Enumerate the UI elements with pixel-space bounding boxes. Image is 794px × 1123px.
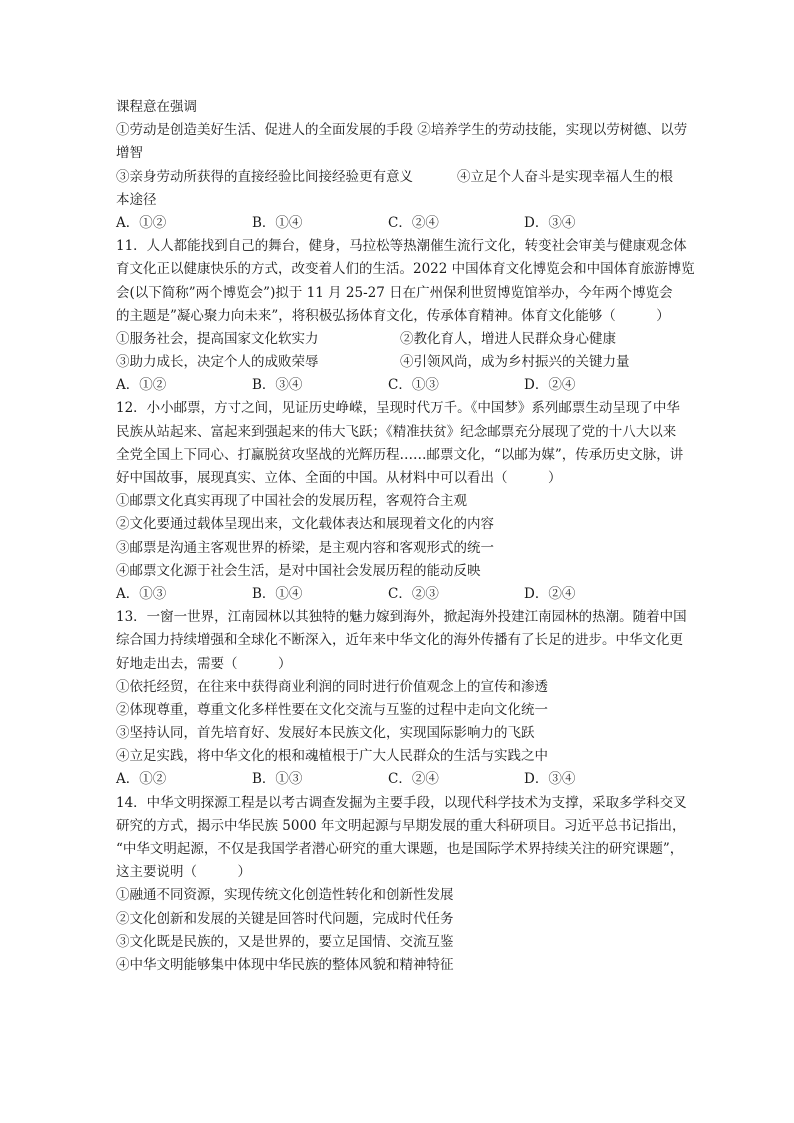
- q13-statement-2: ②体现尊重，尊重文化多样性要在文化交流与互鉴的过程中走向文化统一: [116, 701, 548, 718]
- q11-stem-line-1: 11．人人都能找到自己的舞台，健身，马拉松等热潮催生流行文化，转变社会审美与健康观念体: [116, 238, 687, 255]
- q13-options: [116, 768, 706, 791]
- q11-statement-2: ②教化育人，增进人民群众身心健康: [400, 330, 616, 347]
- q10-option-d[interactable]: D．③④: [524, 214, 576, 231]
- q11-statement-1: ①服务社会，提高国家文化软实力: [116, 330, 319, 347]
- q14-statement-1: ①融通不同资源，实现传统文化创造性转化和创新性发展: [116, 887, 454, 904]
- q12-stem-line-3: 全党全国上下同心、打赢脱贫攻坚战的光辉历程……邮票文化，“以邮为媒”，传承历史文脉，讲: [116, 446, 684, 463]
- q13-option-c[interactable]: C．②④: [388, 771, 439, 788]
- q11-option-a[interactable]: A．①②: [116, 377, 167, 394]
- q13-stem-line-3: 好地走出去，需要（ ）: [116, 655, 292, 672]
- q14-stem-line-1: 14．中华文明探源工程是以考古调查发掘为主要手段，以现代科学技术为支撑，采取多学科交叉: [116, 794, 687, 811]
- q12-options: [116, 583, 706, 606]
- q11-stem-line-4: 的主题是”凝心聚力向未来”，将积极弘扬体育文化，传承体育精神。体育文化能够（ ）: [116, 307, 670, 324]
- q13-statement-4: ④立足实践，将中华文化的根和魂植根于广大人民群众的生活与实践之中: [116, 748, 548, 765]
- q11-statements-1-2: [116, 328, 706, 351]
- q10-options: [116, 212, 706, 235]
- q11-options: [116, 374, 706, 397]
- q12-option-a[interactable]: A．①③: [116, 585, 167, 602]
- q11-statements-3-4: [116, 351, 706, 374]
- q13-stem-line-2: 综合国力持续增强和全球化不断深入，近年来中华文化的海外传播有了长足的进步。中华文化更: [116, 632, 683, 649]
- q10-option-c[interactable]: C．②④: [388, 214, 439, 231]
- q12-option-d[interactable]: D．②④: [524, 585, 576, 602]
- q14-stem-line-2: 研究的方式，揭示中华民族 5000 年文明起源与早期发展的重大科研项目。习近平总书记指出，: [116, 817, 686, 834]
- exam-page: [116, 96, 706, 977]
- q10-statement-4-cont: 本途径: [116, 191, 157, 208]
- q11-option-d[interactable]: D．②④: [524, 377, 576, 394]
- q10-statement-3: ③亲身劳动所获得的直接经验比间接经验更有意义: [116, 168, 413, 185]
- q12-statement-1: ①邮票文化真实再现了中国社会的发展历程，客观符合主观: [116, 493, 467, 510]
- q14-statement-2: ②文化创新和发展的关键是回答时代问题，完成时代任务: [116, 910, 454, 927]
- q12-stem-line-4: 好中国故事，展现真实、立体、全面的中国。从材料中可以看出（ ）: [116, 470, 562, 486]
- q13-statement-1: ①依托经贸，在往来中获得商业利润的同时进行价值观念上的宣传和渗透: [116, 678, 548, 695]
- q12-stem-line-2: 民族从站起来、富起来到强起来的伟大飞跃；《精准扶贫》纪念邮票充分展现了党的十八大以来: [116, 423, 677, 440]
- q12-statement-3: ③邮票是沟通主客观世界的桥梁，是主观内容和客观形式的统一: [116, 539, 494, 556]
- q10-statement-4: ④立足个人奋斗是实现幸福人生的根: [457, 168, 673, 185]
- q12-option-c[interactable]: C．②③: [388, 585, 439, 602]
- q13-stem-line-1: 13．一窗一世界，江南园林以其独特的魅力嫁到海外，掀起海外投建江南园林的热潮。随着中国: [116, 609, 687, 626]
- q11-statement-4: ④引领风尚，成为乡村振兴的关键力量: [400, 354, 630, 371]
- q11-option-c[interactable]: C．①③: [388, 377, 439, 394]
- q10-statement-1-cont: 增智: [116, 145, 143, 162]
- q12-option-b[interactable]: B．①④: [252, 585, 303, 602]
- q14-statement-3: ③文化既是民族的，又是世界的，要立足国情、交流互鉴: [116, 933, 454, 950]
- q13-statement-3: ③坚持认同，首先培育好、发展好本民族文化，实现国际影响力的飞跃: [116, 725, 535, 742]
- q12-stem-line-1: 12．小小邮票，方寸之间，见证历史峥嵘，呈现时代万千。《中国梦》系列邮票生动呈现了中华: [116, 400, 680, 417]
- q13-option-b[interactable]: B．①③: [252, 771, 303, 788]
- q10-statement-3-4: [116, 166, 706, 189]
- q10-option-a[interactable]: A．①②: [116, 214, 167, 231]
- q12-statement-2: ②文化要通过载体呈现出来，文化载体表达和展现着文化的内容: [116, 516, 494, 533]
- q14-statement-4: ④中华文明能够集中体现中华民族的整体风貌和精神特征: [116, 956, 454, 973]
- q14-stem-line-4: 这主要说明（ ）: [116, 864, 251, 881]
- q14-stem-line-3: “中华文明起源，不仅是我国学者潜心研究的重大课题，也是国际学术界持续关注的研究课题”，: [116, 841, 684, 857]
- q12-statement-4: ④邮票文化源于社会生活，是对中国社会发展历程的能动反映: [116, 562, 481, 579]
- q10-stem-end: 课程意在强调: [116, 99, 197, 115]
- q10-statement-1: ①劳动是创造美好生活、促进人的全面发展的手段 ②培养学生的劳动技能，实现以劳树德、以劳: [116, 122, 688, 139]
- q13-option-a[interactable]: A．①②: [116, 771, 167, 788]
- q10-option-b[interactable]: B．①④: [252, 214, 303, 231]
- q11-stem-line-2: 育文化正以健康快乐的方式，改变着人们的生活。2022 中国体育文化博览会和中国体育旅游博览: [116, 261, 695, 278]
- q11-option-b[interactable]: B．③④: [252, 377, 303, 394]
- q11-statement-3: ③助力成长，决定个人的成败荣辱: [116, 354, 319, 371]
- q13-option-d[interactable]: D．③④: [524, 771, 576, 788]
- q11-stem-line-3: 会(以下简称”两个博览会”)拟于 11 月 25-27 日在广州保利世贸博览馆举办，今年两个博览会: [116, 284, 673, 301]
